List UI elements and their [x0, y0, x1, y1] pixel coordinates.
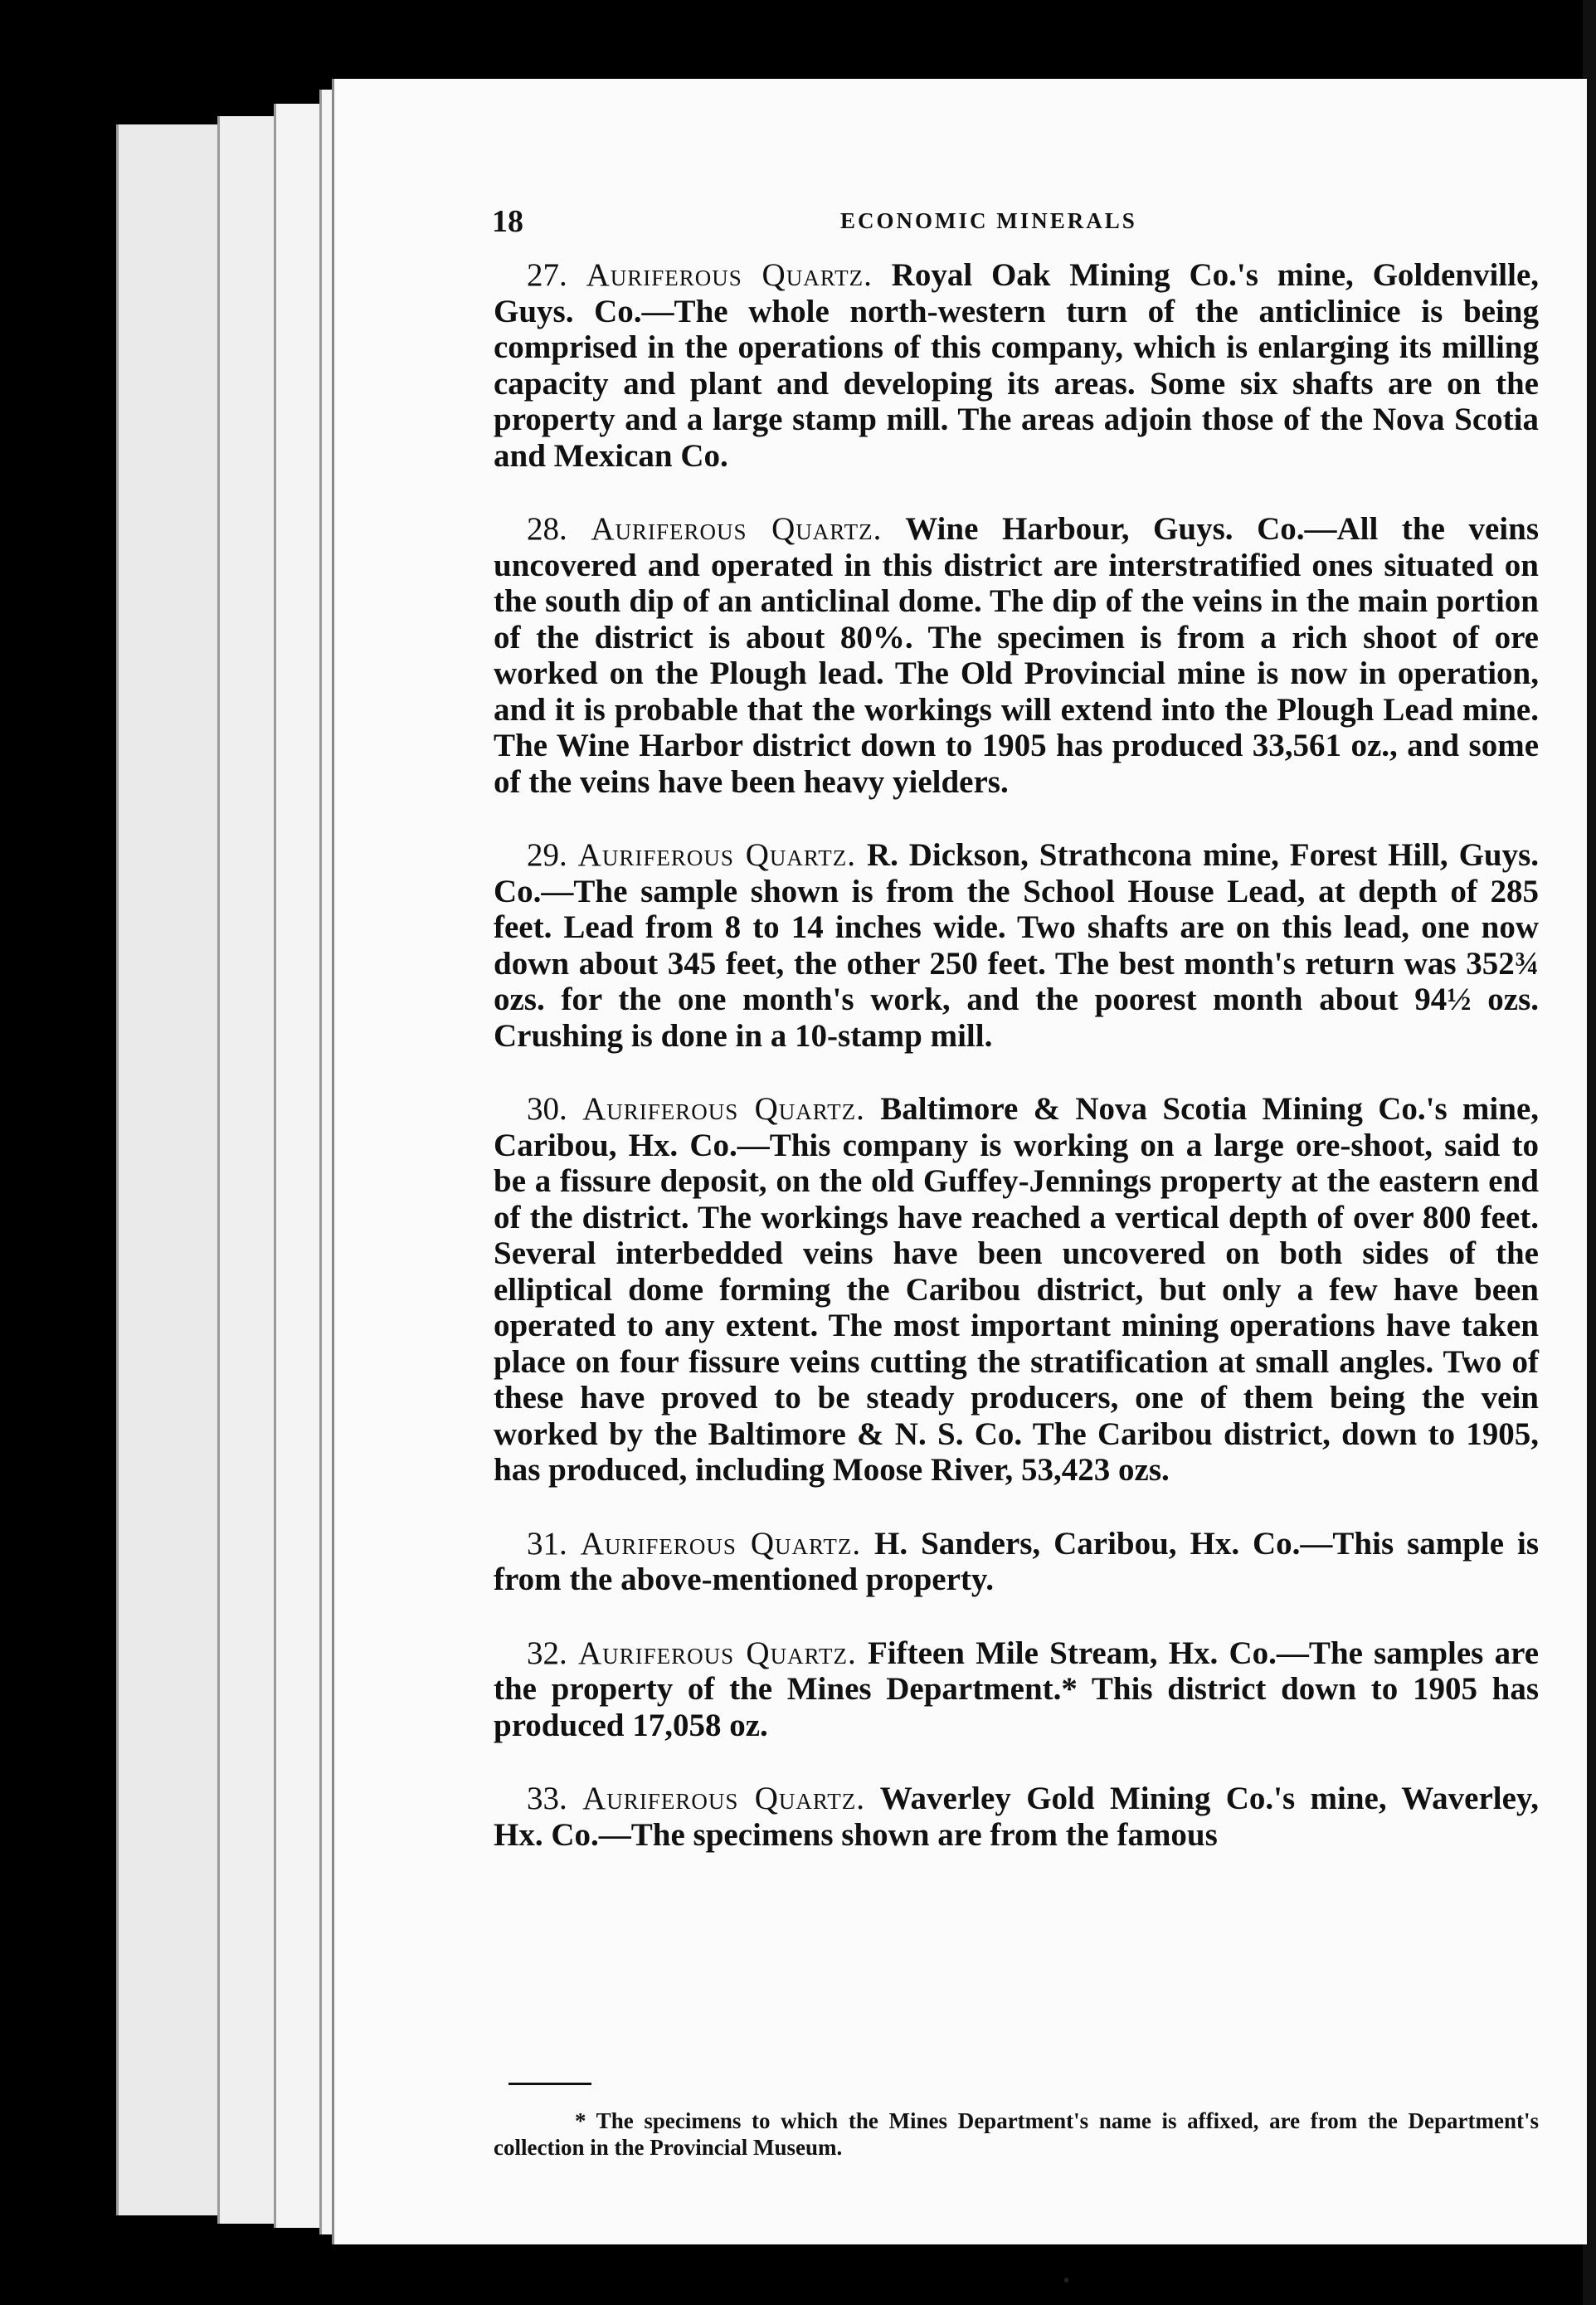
entry-label: Auriferous Quartz.	[591, 511, 883, 547]
entry-text: Wine Harbour, Guys. Co.—All the veins uncovered and operated in this district are interstratified ones situated on the south dip of an anticlinal dome. The dip of the veins in the main portion of the district is about 80%. The specimen is from a rich shoot of ore worked on the Plough lead. The Old Provincial mine is now in operation, and it is probable that the workings will extend into the Plough Lead mine. The Wine Harbor district down to 1905 has produced 33,561 oz., and some of the veins have been heavy yielders.	[494, 511, 1539, 800]
catalogue-entry	[494, 1635, 1539, 1744]
footnote: * The specimens to which the Mines Department's name is affixed, are from the Department's collection in the Provincial Museum.	[494, 2108, 1539, 2160]
scan-speck	[1064, 2278, 1068, 2283]
entry-number: 28.	[527, 511, 567, 547]
entry-label: Auriferous Quartz.	[577, 1635, 857, 1671]
entry-number: 33.	[527, 1781, 567, 1816]
catalogue-entry	[494, 1781, 1539, 1853]
entry-number: 32.	[527, 1635, 567, 1671]
entry-text: R. Dickson, Strathcona mine, Forest Hill, Guys. Co.—The sample shown is from the School House Lead, at depth of 285 feet. Lead from 8 to 14 inches wide. Two shafts are on this lead, one now down about 345 feet, the other 250 feet. The best month's return was 352¾ ozs. for the one month's work, and the poorest month about 94½ ozs. Crushing is done in a 10-stamp mill.	[494, 837, 1540, 1054]
entry-text: Fifteen Mile Stream, Hx. Co.—The samples are the property of the Mines Department.* This district down to 1905 has produced 17,058 oz.	[494, 1635, 1540, 1743]
page-edge	[116, 124, 218, 2215]
book-page	[332, 79, 1587, 2244]
entry-number: 31.	[527, 1525, 567, 1562]
entry-text: Baltimore & Nova Scotia Mining Co.'s mine, Caribou, Hx. Co.—This company is working on a large ore-shoot, said to be a fissure deposit, on the old Guffey-Jennings property at the eastern end of the district. The workings have reached a vertical depth of over 800 feet. Several interbedded veins have been uncovered on both sides of the elliptical dome forming the Caribou district, but only a few have been operated to any extent. The most important mining operations have taken place on four fissure veins cutting the stratification at small angles. Two of these have proved to be steady producers, one of them being the vein worked by the Baltimore & N. S. Co. The Caribou district, down to 1905, has produced, including Moose River, 53,423 ozs.	[494, 1091, 1540, 1488]
catalogue-entry	[494, 1091, 1539, 1489]
entry-number: 27.	[527, 257, 567, 293]
entry-text: H. Sanders, Caribou, Hx. Co.—This sample is from the above-mentioned property.	[494, 1525, 1540, 1597]
entry-label: Auriferous Quartz.	[580, 1525, 862, 1562]
page-body	[494, 257, 1539, 1890]
entry-label: Auriferous Quartz.	[582, 1091, 865, 1127]
running-head: ECONOMIC MINERALS	[840, 208, 1137, 233]
entry-text: Royal Oak Mining Co.'s mine, Goldenville, Guys. Co.—The whole north-western turn of the anticlinice is being comprised in the operations of this company, which is enlarging its milling capacity and plant and developing its areas. Some six shafts are on the property and a large stamp mill. The areas adjoin those of the Nova Scotia and Mexican Co.	[494, 257, 1540, 474]
entry-text: Waverley Gold Mining Co.'s mine, Waverley, Hx. Co.—The specimens shown are from the famous	[494, 1781, 1539, 1853]
entry-number: 30.	[527, 1091, 567, 1127]
footnote-rule	[508, 2083, 591, 2085]
catalogue-entry	[494, 511, 1539, 800]
entry-label: Auriferous Quartz.	[577, 837, 857, 873]
page-header	[492, 203, 1570, 245]
catalogue-entry	[494, 257, 1539, 474]
entry-label: Auriferous Quartz.	[582, 1781, 866, 1816]
catalogue-entry	[494, 837, 1539, 1054]
page-number: 18	[492, 204, 523, 239]
entry-label: Auriferous Quartz.	[586, 257, 873, 293]
catalogue-entry	[494, 1526, 1539, 1598]
page-edge	[274, 104, 326, 2228]
entry-number: 29.	[527, 837, 567, 873]
